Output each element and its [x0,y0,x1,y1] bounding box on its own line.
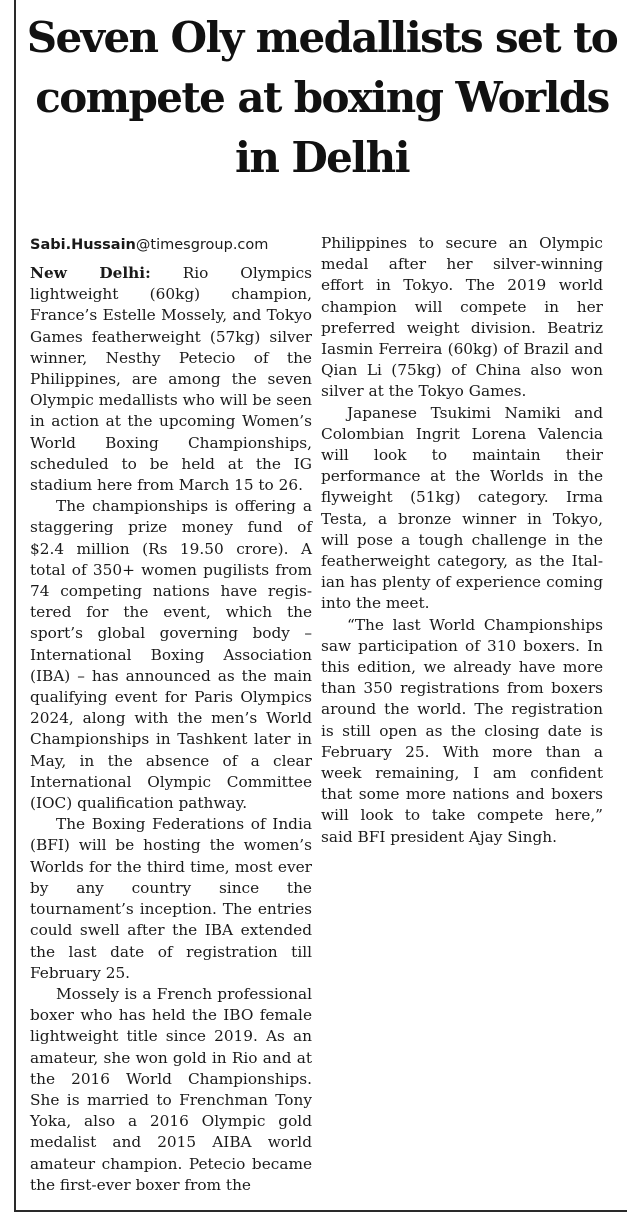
column-rule-bottom [14,1210,627,1212]
article-paragraph-6: “The last World Championships saw participation of 310 boxers. In this edition, we already have more than 350 registrations from boxers around the world. The registration is still open as the closing date is February 25. With more than a week remaining, I am confident that some more nations and boxers will look to take compete here,” said BFI president Ajay Singh. [321,615,603,846]
column-rule-left [14,0,16,1210]
article-paragraph-1-text: Rio Olympics lightweight (60kg) champion, France’s Estelle Mossely, and Tokyo Games featherweight (57kg) silver winner, Nesthy Petecio of the Philippines, are among the seven Olympic medallists who will be seen in action at the upcoming Women’s World Boxing Championships, scheduled to be held at the IG stadium here from March 15 to 26. [30,264,312,495]
article-paragraph-4: Philippines to secure an Olympic medal after her silver-winning effort in Tokyo. The 2019 world champion will compete in her preferred weight division. Beatriz Iasmin Ferreira (60kg) of Brazil and Qian Li (75kg) of China also won silver at the Tokyo Games. [321,234,603,401]
byline-author: Sabi.Hussain [30,237,136,253]
article-paragraph-2: The championships is offering a staggering prize money fund of $2.4 million (Rs 19.50 crore). A total of 350+ women pugilists from 74 competing nations have registered for the event, which the sport’s global governing body – International Boxing Association (IBA) – has announced as the main qualifying event for Paris Olympics 2024, along with the men’s World Championships in Tashkent later in May, in the absence of a clear International Olympic Committee (IOC) qualification pathway. [30,497,312,813]
article-column-right [321,233,603,848]
article-column-left [30,233,312,1196]
article-paragraph-5: Japanese Tsukimi Namiki and Colombian Ingrit Lorena Valencia will look to maintain their performance at the Worlds in the flyweight (51kg) category. Irma Testa, a bronze winner in Tokyo, will pose a tough challenge in the featherweight category, as the Italian has plenty of experience coming into the meet. [321,403,603,613]
dateline: New Delhi: [30,264,151,282]
byline-domain: @timesgroup.com [135,237,269,253]
article-paragraph-1 [30,263,312,496]
article-paragraph-4-start: Mossely is a French professional boxer who has held the IBO female lightweight title since 2019. As an amateur, she won gold in Rio and at the 2016 World Championships. She is married to Frenchman Tony Yoka, also a 2016 Olympic gold medalist and 2015 AIBA world amateur champion. Petecio became the first-ever boxer from the [30,984,312,1194]
article-paragraph-3: The Boxing Federations of India (BFI) will be hosting the women’s Worlds for the third time, most ever by any country since the tournament’s inception. The entries could swell after the IBA extended the last date of registration till February 25. [30,815,312,982]
article-headline: Seven Oly medallists set to compete at boxing Worlds in Delhi [26,13,618,182]
byline [30,233,312,257]
